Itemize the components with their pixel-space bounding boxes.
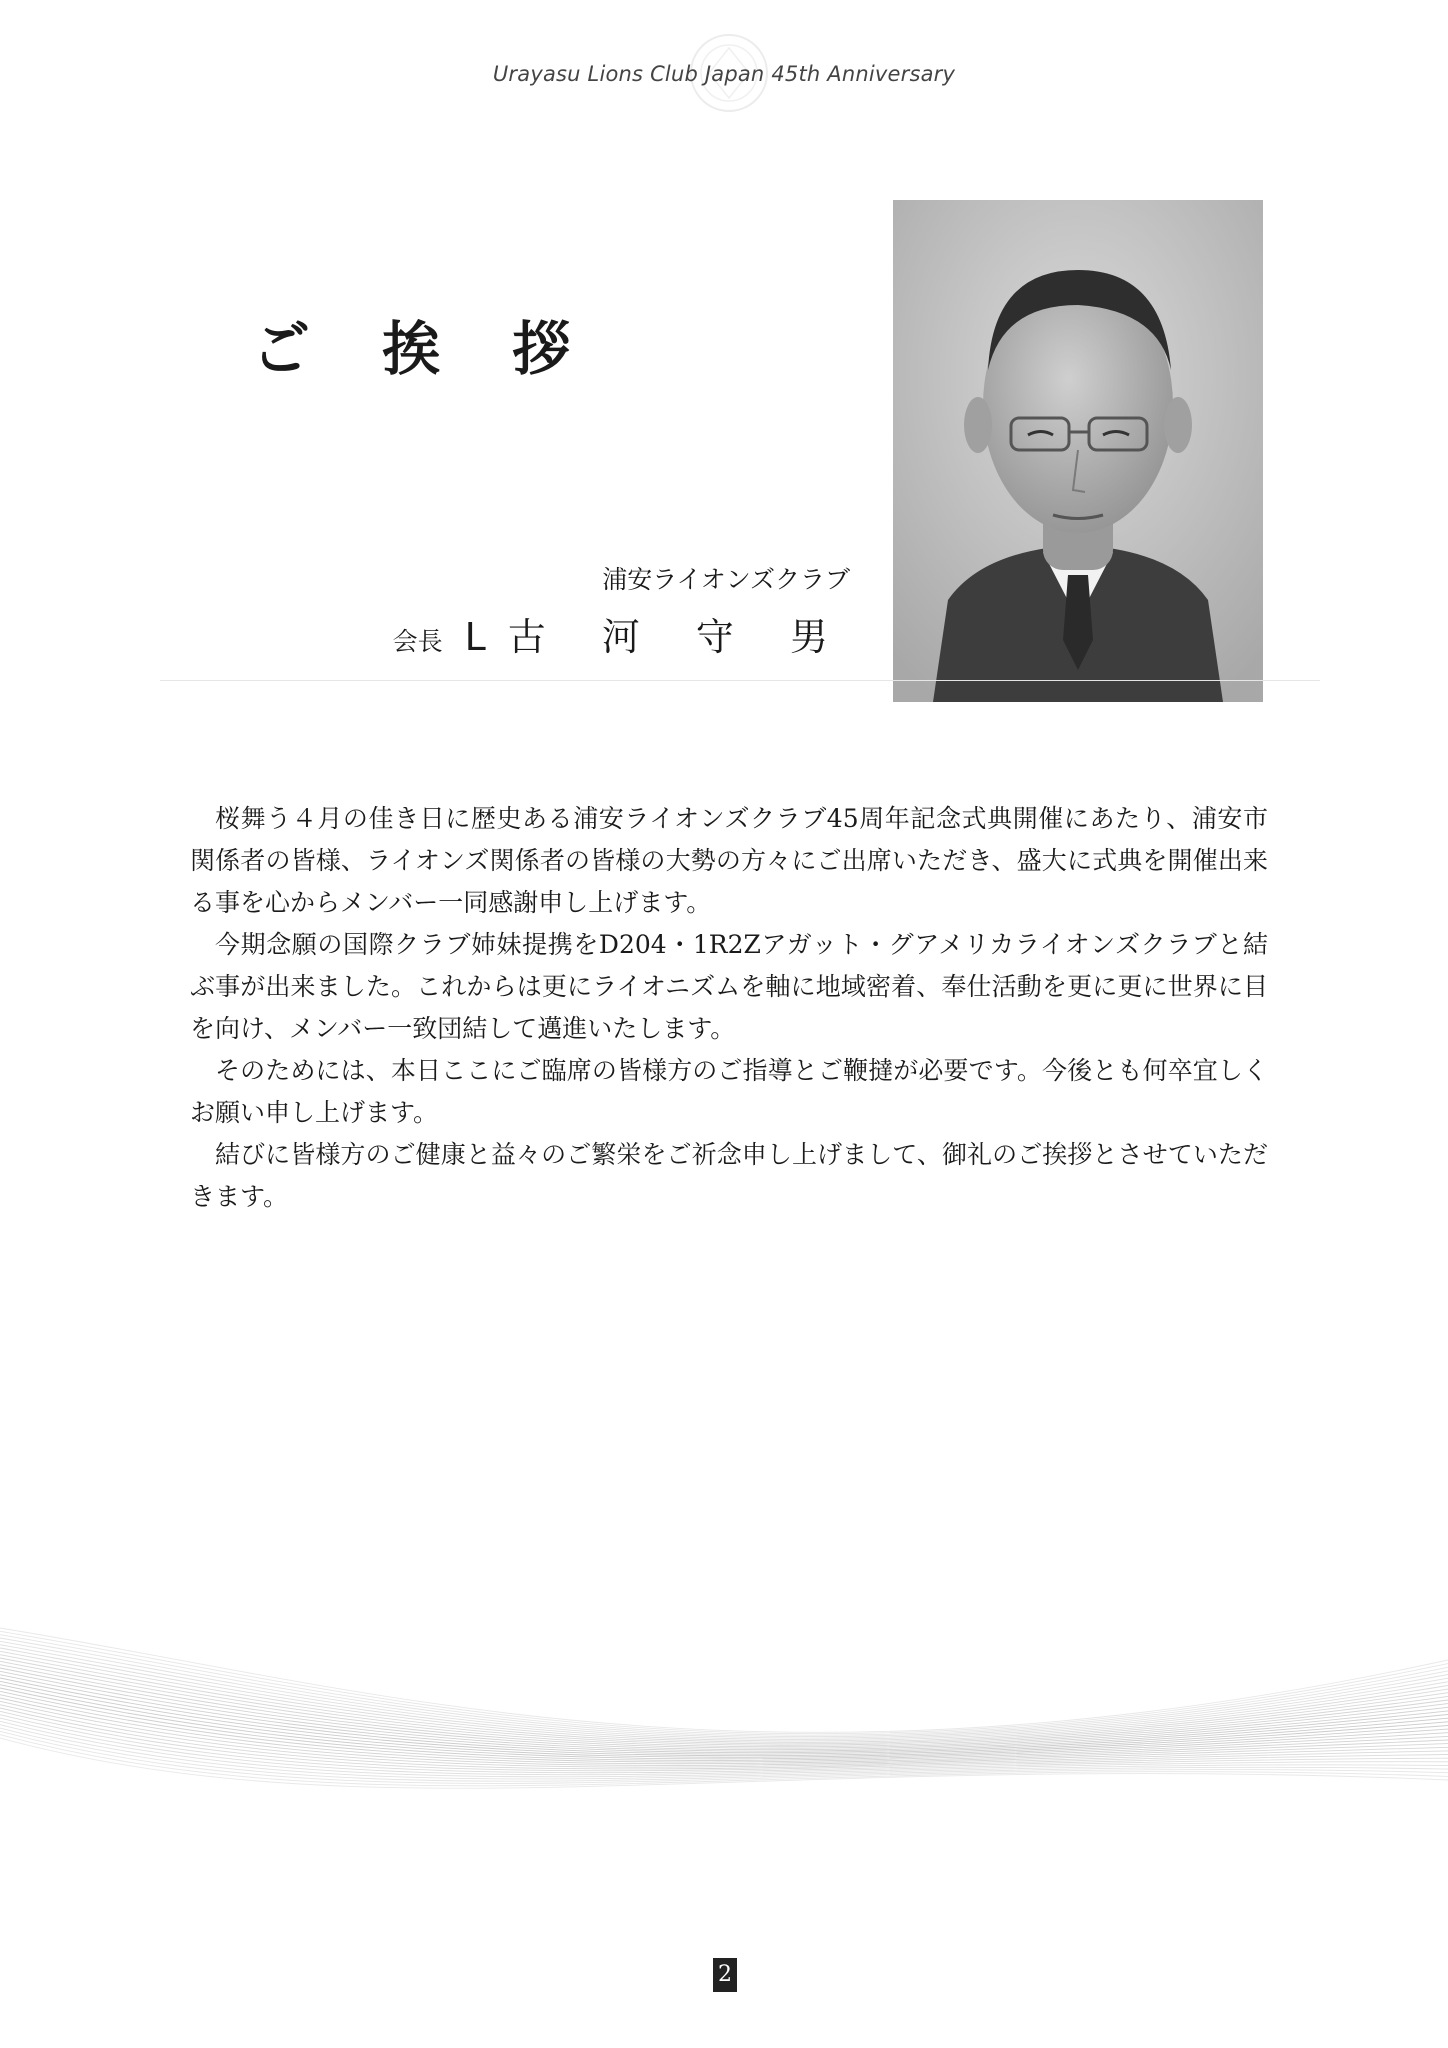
- decorative-wave-lines: [0, 1620, 1448, 1950]
- page-heading: ご 挨 拶: [252, 315, 597, 383]
- message-paragraph: 結びに皆様方のご健康と益々のご繁栄をご祈念申し上げまして、御礼のご挨拶とさせていただきます。: [190, 1140, 1268, 1211]
- page-number: 2: [713, 1958, 737, 1992]
- greeting-message: [190, 798, 1268, 1218]
- divider: [160, 680, 1320, 681]
- message-paragraph: 桜舞う４月の佳き日に歴史ある浦安ライオンズクラブ45周年記念式典開催にあたり、浦安市関係者の皆様、ライオンズ関係者の皆様の大勢の方々にご出席いただき、盛大に式典を開催出来る事を心からメンバー一同感謝申し上げます。: [190, 804, 1268, 917]
- author-name: L古 河 守 男: [464, 615, 850, 659]
- author-line: [393, 606, 850, 661]
- author-role: 会長: [392, 627, 443, 656]
- author-organization: 浦安ライオンズクラブ: [602, 565, 850, 594]
- header-title: Urayasu Lions Club Japan 45th Anniversary: [492, 62, 956, 86]
- president-portrait: [893, 200, 1263, 702]
- message-paragraph: 今期念願の国際クラブ姉妹提携をD204・1R2Zアガット・グアメリカライオンズクラブと結ぶ事が出来ました。これからは更にライオニズムを軸に地域密着、奉仕活動を更に更に世界に目を向け、メンバー一致団結して邁進いたします。: [190, 930, 1268, 1043]
- message-paragraph: そのためには、本日ここにご臨席の皆様方のご指導とご鞭撻が必要です。今後とも何卒宜しくお願い申し上げます。: [190, 1056, 1268, 1127]
